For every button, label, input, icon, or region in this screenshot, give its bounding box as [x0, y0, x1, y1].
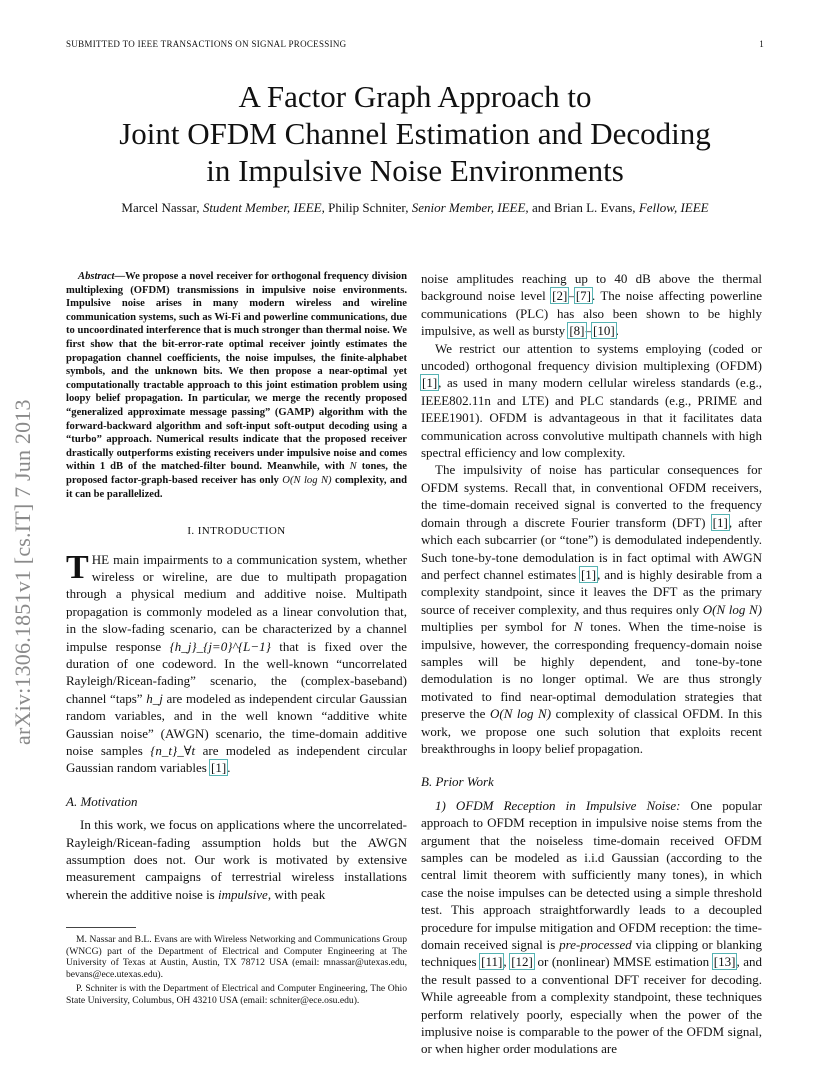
math-inline: h_j [146, 690, 163, 706]
text-run: . [227, 760, 231, 776]
citation-link[interactable]: [2] [552, 288, 568, 304]
right-column [421, 270, 762, 1058]
author-name: Marcel Nassar, [121, 200, 200, 215]
text-run: multiplies per symbol for [421, 619, 567, 635]
title-line: Joint OFDM Channel Estimation and Decoding [119, 116, 711, 151]
citation-link[interactable]: [8] [569, 323, 585, 339]
citation-link[interactable]: [12] [511, 954, 533, 970]
text-run: , and the result passed to a conventional DFT receiver for decoding. While agreeable from a complexity standpoint, these techniques perform relatively poorly, especially when the power of the implusive noise is comparable to the power of the OFDM signal, or when higher order modulations are [421, 954, 763, 1057]
body-paragraph [421, 270, 762, 340]
text-run: . [615, 323, 619, 339]
text-run: or (nonlinear) MMSE estimation [537, 954, 710, 970]
abstract: Abstract—We propose a novel receiver for orthogonal frequency division multiplexing (OFDM) transmissions in impulsive noise environments. Impulsive noise arises in many modern wireless and wireline communication systems, such as Wi-Fi and powerline communications, due to uncoordinated interference that is much stronger than thermal noise. We first show that the bit-error-rate optimal receiver jointly estimates the propagation channel coefficients, the noise impulses, the finite-alphabet symbols, and the unknown bits. We then propose a near-optimal yet computationally tractable approach to this joint estimation problem using loopy belief propagation. In particular, we merge the recently proposed “generalized approximate message passing” (GAMP) algorithm with the forward-backward algorithm and soft-input soft-output decoding using a “turbo” approach. Numerical results indicate that the proposed receiver drastically outperforms existing receivers under impulsive noise and comes within 1 dB of the matched-filter bound. Meanwhile, with N tones, the proposed factor-graph-based receiver has only O(N log N) complexity, and it can be parallelized. [66, 271, 407, 500]
text-run: , after which each subcarrier (or “tone”) is demodulated independently. Such tone-by-tone demodulation is in fact optimal with AWGN and perfect channel estimates [421, 514, 763, 582]
author-role: Fellow, IEEE [638, 200, 709, 215]
text-run: via clipping or blanking techniques [421, 937, 762, 970]
text-run: , [503, 954, 507, 970]
text-run: , with peak [267, 886, 326, 902]
text-run: that is fixed over the duration of one codeword. In the well-known “uncorrelated Rayleigh/Ricean-fading” scenario, the (complex-baseband) channel “taps” [66, 638, 408, 706]
text-run: One popular approach to OFDM reception in impulsive noise stems from the argument that the noiseless time-domain received OFDM samples can be modeled as i.i.d Gaussian (according to the central limit theorem with sufficiently many tones), in which case the noise impulses can be detected using a simple threshold test. This approach straightforwardly leads to a decoupled procedure for impulse mitigation and OFDM reception: the time-domain received signal is [421, 797, 763, 953]
text-run: – [585, 323, 592, 339]
text-run: – [568, 288, 575, 304]
text-run: noise amplitudes reaching up to 40 dB above the thermal background noise level [421, 271, 762, 304]
text-run: complexity of classical OFDM. In this work, we propose one such solution that exploits recent breakthroughs in loopy belief propagation. [421, 706, 763, 756]
subsection-heading: B. Prior Work [421, 774, 494, 790]
author-list [40, 200, 790, 216]
citation-link[interactable]: [10] [593, 323, 615, 339]
text-run: , as used in many modern cellular wireless standards (e.g., IEEE802.11n and LTE) and PLC standards (e.g., PRIME and IEEE1901). OFDM is advantageous in that it facilitates data communication across convolutive multipath channels with high spectral efficiency and low complexity. [421, 375, 762, 461]
math-inline: O(N log N) [489, 706, 552, 722]
citation-link[interactable]: [7] [575, 288, 591, 304]
left-column [66, 270, 407, 903]
text-run: In this work, we focus on applications where the uncorrelated-Rayleigh/Ricean-fading assumption holds but the AWGN assumption does not. Our work is motivated by extensive measurement campaigns of terrestrial wireless installations wherein the additive noise is [66, 817, 407, 902]
math-inline: {n_t}_∀t [150, 742, 196, 758]
citation-link[interactable]: [1] [712, 514, 728, 530]
author-role: Student Member, IEEE, [202, 200, 325, 215]
body-paragraph [421, 797, 762, 1058]
section-heading: I. INTRODUCTION [187, 525, 286, 538]
emphasis: impulsive [218, 886, 268, 902]
abstract-body: We propose a novel receiver for orthogonal frequency division multiplexing (OFDM) transmissions in impulsive noise environments. Impulsive noise arises in many modern wireless and wireline communication systems, such as Wi-Fi and powerline communications, due to uncoordinated interference that is much stronger than thermal noise. We first show that the bit-error-rate optimal receiver jointly estimates the propagation channel coefficients, the noise impulses, the finite-alphabet symbols, and the unknown bits. We then propose a near-optimal yet computationally tractable approach to this joint estimation problem using loopy belief propagation. In particular, we merge the recently proposed “generalized approximate message passing” (GAMP) algorithm with the forward-backward algorithm and soft-input soft-output decoding using a “turbo” approach. Numerical results indicate that the proposed receiver drastically outperforms existing receivers under impulsive noise and comes within 1 dB of the matched-filter bound. Meanwhile, with [66, 271, 407, 473]
footnote: P. Schniter is with the Department of Electrical and Computer Engineering, The Ohio State University, Columbus, OH 43210 USA (email: schniter@ece.osu.edu). [66, 982, 407, 1006]
citation-link[interactable]: [1] [422, 375, 438, 391]
arxiv-stamp: arXiv:1306.1851v1 [cs.IT] 7 Jun 2013 [10, 399, 35, 745]
emphasis: pre-processed [559, 937, 632, 953]
author-role: Senior Member, IEEE, [411, 200, 529, 215]
citation-link[interactable]: [1] [211, 760, 227, 776]
body-paragraph [421, 340, 762, 462]
text-run: are modeled as independent circular Gaussian random variables, and in the well known “additive white Gaussian noise” (AWGN) scenario, the time-domain additive noise samples [66, 690, 407, 758]
math-inline: {h_j}_{j=0}^{L−1} [169, 638, 271, 654]
journal-name: SUBMITTED TO IEEE TRANSACTIONS ON SIGNAL PROCESSING [66, 39, 347, 49]
running-header [66, 39, 764, 49]
math-inline: N [349, 461, 357, 473]
text-run: The impulsivity of noise has particular consequences for OFDM systems. Recall that, in conventional OFDM receivers, the time-domain received signal is converted to the frequency domain through a discrete Fourier transform (DFT) [421, 462, 762, 530]
text-run: are modeled as independent circular Gaussian random variables [66, 742, 408, 776]
citation-link[interactable]: [11] [481, 954, 503, 970]
paragraph-label: 1) OFDM Reception in Impulsive Noise: [435, 797, 681, 813]
text-run: tones. When the time-noise is impulsive, however, the corresponding frequency-domain noise samples will be highly dependent, and tone-by-tone demodulation is no longer optimal. We are thus strongly motivated to find near-optimal demodulation strategies that preserve the [421, 619, 763, 722]
abstract-label: Abstract [78, 271, 115, 282]
text-run: . The noise affecting powerline communications (PLC) has also been shown to be highly impulsive, as well as bursty [421, 288, 763, 339]
citation-link[interactable]: [1] [580, 566, 597, 582]
subsection-heading: A. Motivation [66, 793, 138, 809]
author-name: and Brian L. Evans, [531, 200, 636, 215]
body-paragraph [421, 461, 762, 757]
citation-link[interactable]: [13] [713, 954, 736, 970]
abstract-text: complexity, and it can be parallelized. [66, 474, 407, 500]
title-line: A Factor Graph Approach to [238, 79, 592, 114]
drop-cap: T [66, 548, 89, 586]
page-number: 1 [759, 39, 764, 49]
text-run: We restrict our attention to systems employing (coded or uncoded) orthogonal frequency division multiplexing (OFDM) [421, 340, 762, 374]
footnote: M. Nassar and B.L. Evans are with Wireless Networking and Communications Group (WNCG) part of the Department of Electrical and Computer Engineering at The University of Texas at Austin, Austin, TX 78712 USA (email: mnassar@utexas.edu, bevans@ece.utexas.edu). [66, 934, 407, 981]
title-line: in Impulsive Noise Environments [206, 153, 624, 188]
abstract-text: tones, the proposed factor-graph-based receiver has only [66, 461, 407, 486]
text-run: , and is highly desirable from a complexity standpoint, since it leaves the DFT as the primary source of receiver complexity, and thus requires only [421, 566, 762, 617]
author-name: Philip Schniter, [328, 200, 409, 215]
math-inline: O(N log N) [282, 474, 332, 486]
motivation-paragraph [66, 816, 407, 903]
math-inline: O(N log N) [702, 601, 762, 617]
text-run: HE main impairments to a communication system, whether wireless or wireline, are due to multipath propagation through a physical medium and additive noise. Multipath propagation is commonly modeled as a linear convolution that, in the slow-fading scenario, can be characterized by a channel impulse response [66, 551, 407, 654]
footnotes [66, 927, 407, 1008]
footnote-rule [66, 927, 136, 928]
paper-title [60, 78, 770, 189]
intro-paragraph [66, 548, 408, 777]
math-inline: N [573, 619, 583, 635]
